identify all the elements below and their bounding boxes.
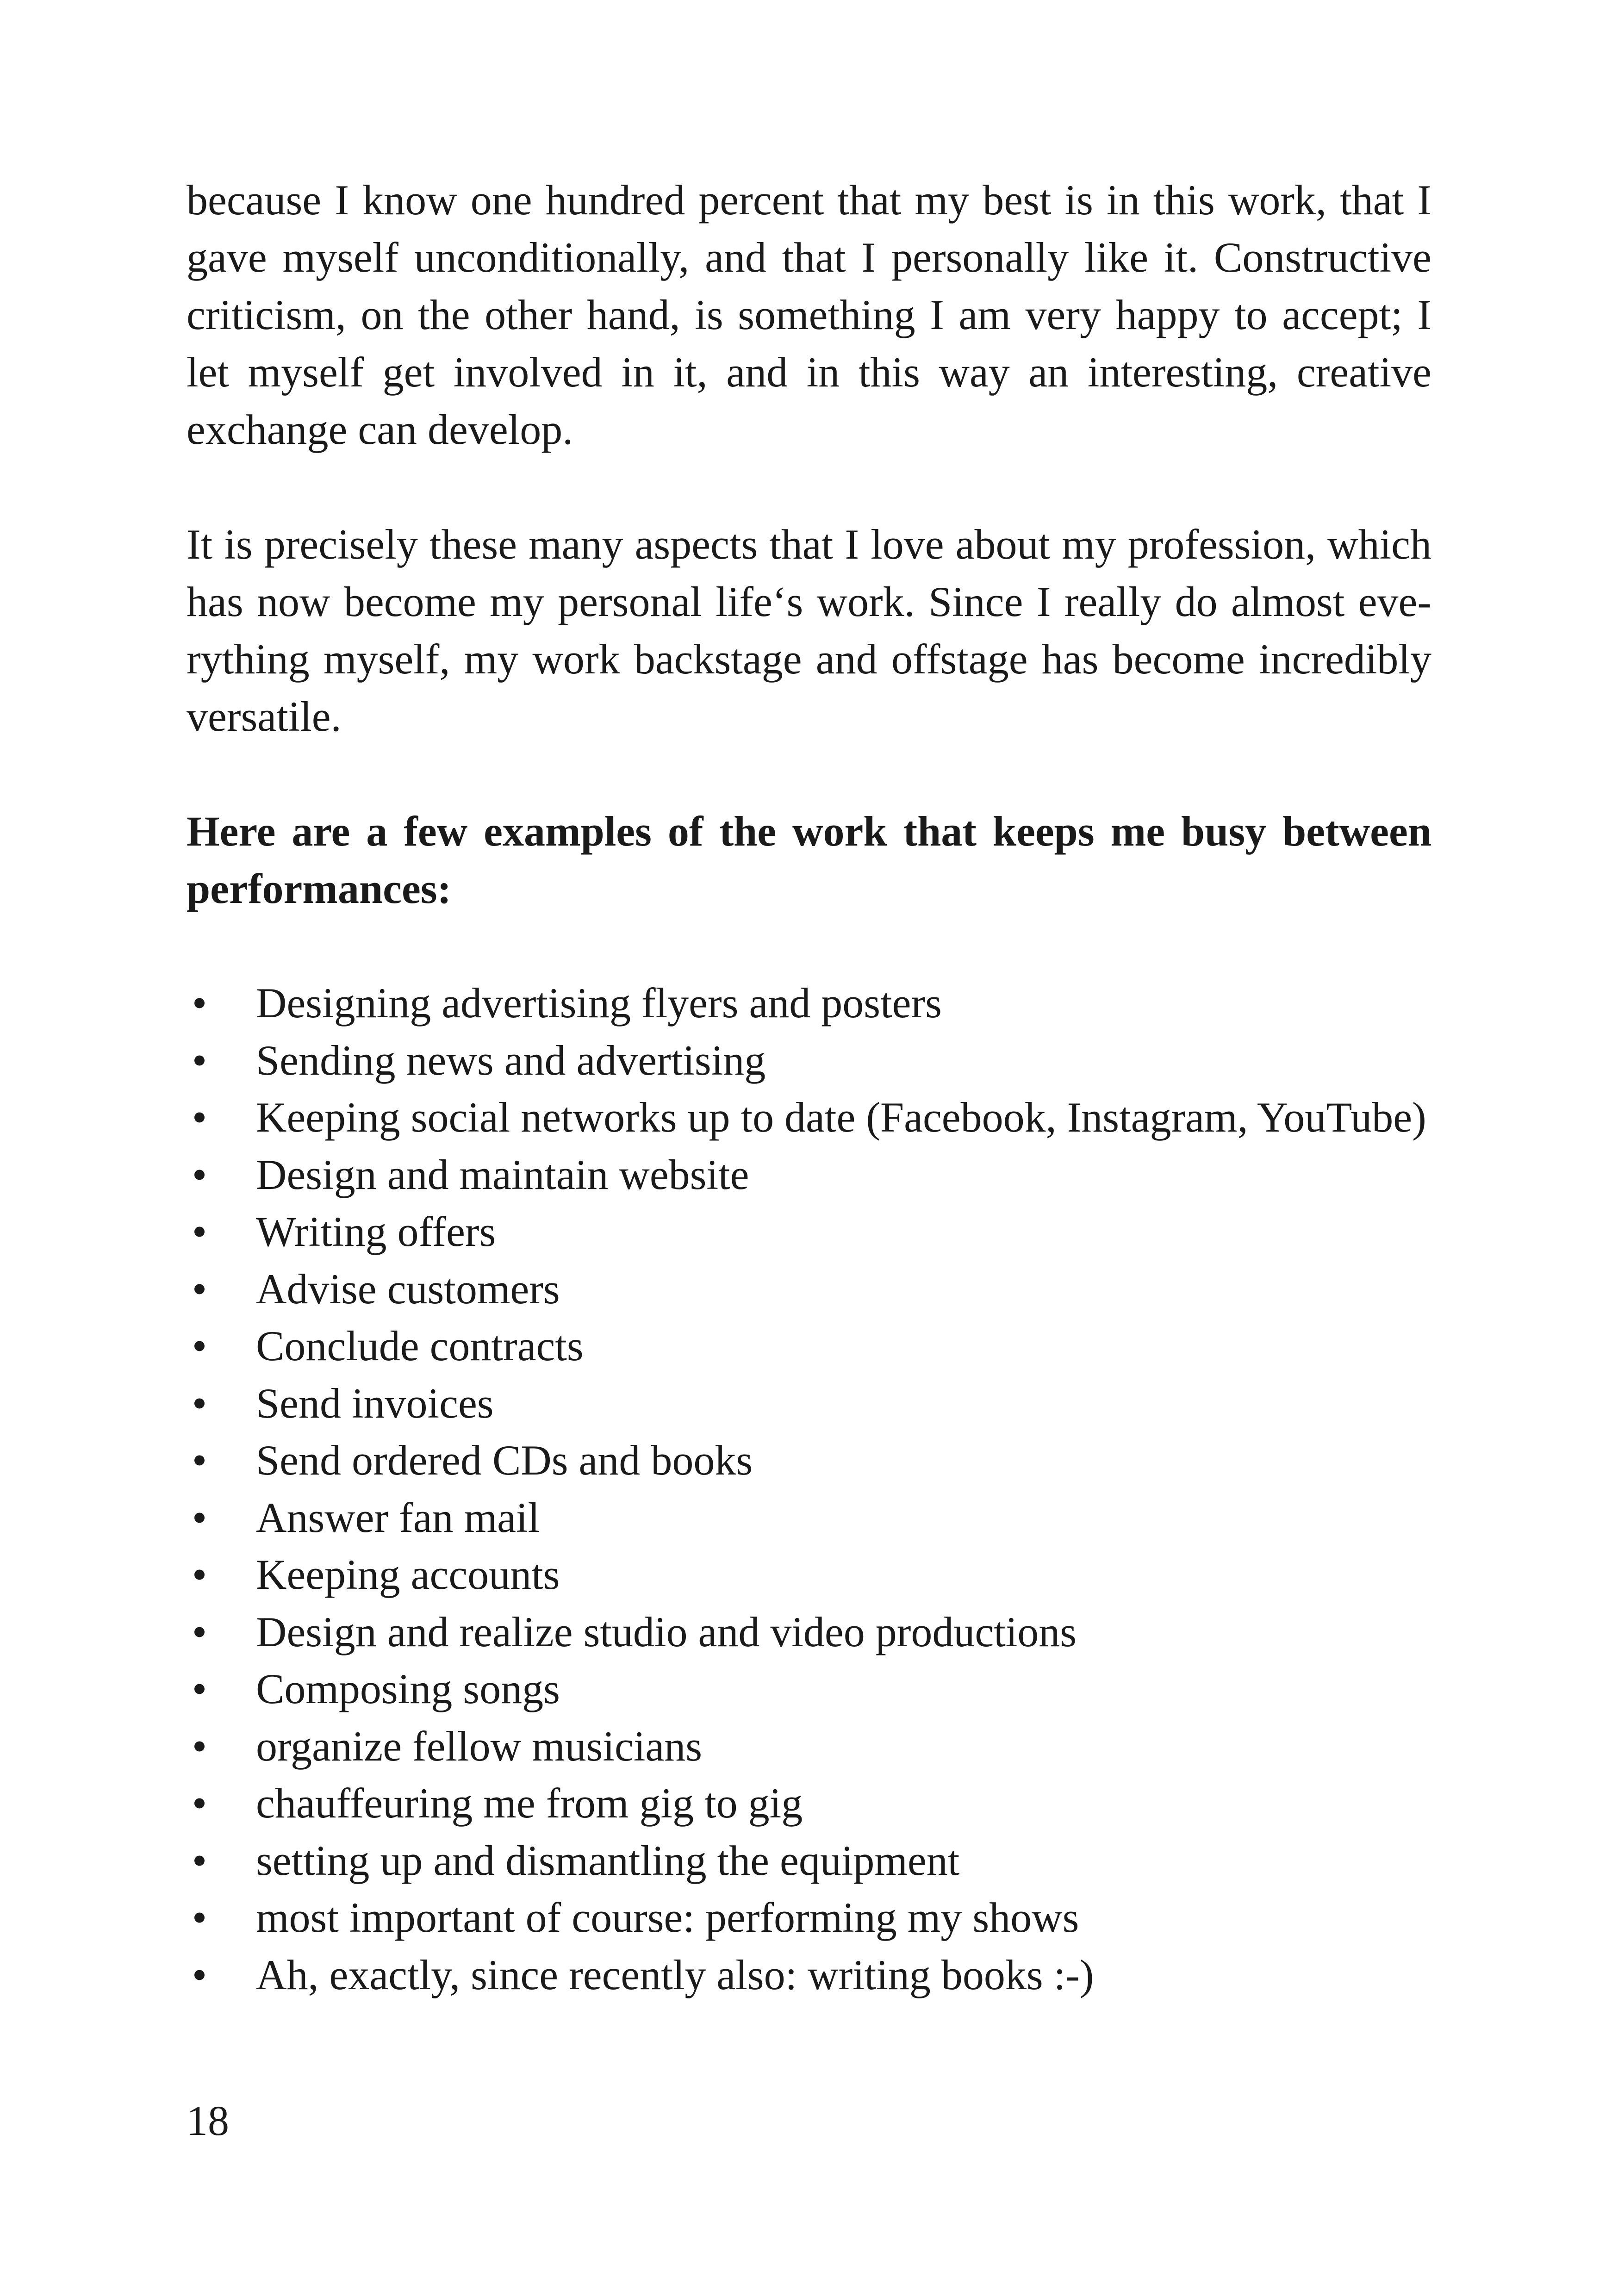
list-item [187,1775,1431,1832]
list-item-text: Conclude contracts [256,1322,584,1369]
list-item-text: Writing offers [256,1208,496,1255]
list-item-text: Ah, exactly, since recently also: writing books :-) [256,1951,1094,1998]
list-item [187,1032,1431,1089]
bullet-icon: • [192,1836,207,1884]
list-item-text: Design and realize studio and video productions [256,1608,1077,1655]
list-item [187,1832,1431,1890]
list-item-text: Advise customers [256,1265,560,1313]
list-item [187,1146,1431,1204]
list-item [187,975,1431,1032]
list-item-text: Designing advertising flyers and posters [256,979,942,1027]
list-item-text: organize fellow musicians [256,1722,703,1770]
list-item-text: Send ordered CDs and books [256,1437,753,1484]
page-number: 18 [187,2097,229,2144]
list-item [187,1318,1431,1375]
bullet-icon: • [192,1151,207,1198]
bullet-icon: • [192,1493,207,1541]
bullet-icon: • [192,1665,207,1712]
list-item-text: Design and maintain website [256,1151,749,1198]
bullet-icon: • [192,1379,207,1427]
list-item-text: setting up and dismantling the equipment [256,1836,960,1884]
list-item-text: chauffeuring me from gig to gig [256,1780,803,1827]
list-item [187,1432,1431,1489]
bullet-icon: • [192,1437,207,1484]
list-item [187,1889,1431,1947]
list-item-text: Answer fan mail [256,1493,540,1541]
bullet-icon: • [192,1265,207,1313]
examples-heading: Here are a few examples of the work that keeps me busy between performances: [187,808,1431,912]
bullet-icon: • [192,1551,207,1598]
page-body [187,171,1431,2004]
bullet-icon: • [192,979,207,1027]
bullet-icon: • [192,1094,207,1141]
bullet-icon: • [192,1894,207,1941]
list-item-text: Composing songs [256,1665,560,1712]
bullet-icon: • [192,1780,207,1827]
work-examples-list [187,975,1431,2004]
paragraph-1: because I know one hundred percent that my best is in this work, that I gave myself unconditionally, and that I personally like it. Constructive criticism, on the other hand, is something I am very happy to accept; I let myself get involved in it, and in this way an interesting, creative exchange can develop. [187,176,1431,453]
list-item [187,1947,1431,2004]
list-item-text: Keeping accounts [256,1551,560,1598]
bullet-icon: • [192,1322,207,1369]
bullet-icon: • [192,1208,207,1255]
list-item-text: Keeping social networks up to date (Facebook, Instagram, YouTube) [256,1094,1426,1141]
list-item [187,1604,1431,1661]
list-item-text: Sending news and advertising [256,1036,766,1084]
list-item [187,1375,1431,1432]
list-item [187,1489,1431,1547]
list-item-text: most important of course: performing my shows [256,1894,1079,1941]
list-item [187,1203,1431,1261]
bullet-icon: • [192,1722,207,1770]
list-item-text: Send invoices [256,1379,494,1427]
bullet-icon: • [192,1036,207,1084]
list-item [187,1718,1431,1775]
bullet-icon: • [192,1608,207,1655]
bullet-icon: • [192,1951,207,1998]
list-item [187,1546,1431,1604]
list-item [187,1661,1431,1718]
list-item [187,1261,1431,1318]
list-item [187,1089,1431,1146]
paragraph-2: It is precisely these many aspects that I love about my profession, which has now become my personal life‘s work. Since I really do almost eve-rything myself, my work backstage and offstage has become incredibly versatile. [187,521,1431,740]
